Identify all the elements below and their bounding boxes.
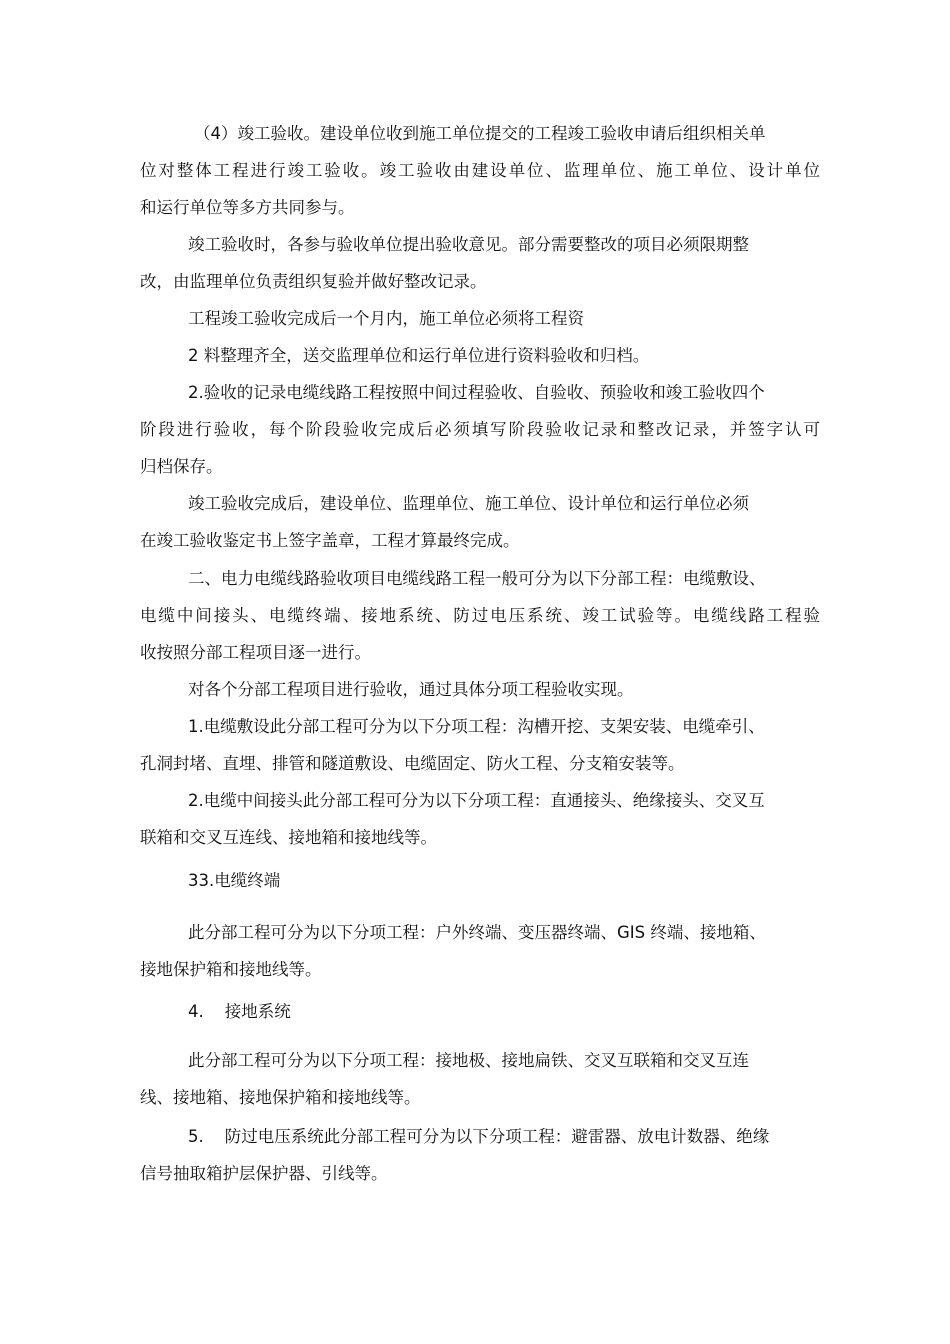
text-line: 联箱和交叉互连线、接地箱和接地线等。 bbox=[140, 828, 437, 847]
text-line: 对各个分部工程项目进行验收，通过具体分项工程验收实现。 bbox=[188, 680, 634, 699]
text-line: 2 料整理齐全，送交监理单位和运行单位进行资料验收和归档。 bbox=[188, 346, 650, 365]
text-line: 1.电缆敷设此分部工程可分为以下分项工程：沟槽开挖、支架安装、电缆牵引、 bbox=[188, 717, 765, 736]
text-line: 竣工验收时，各参与验收单位提出验收意见。部分需要整改的项目必须限期整 bbox=[188, 235, 749, 254]
text-line: 竣工验收完成后，建设单位、监理单位、施工单位、设计单位和运行单位必须 bbox=[188, 494, 749, 513]
text-line: 此分部工程可分为以下分项工程：接地极、接地扁铁、交叉互联箱和交叉互连 bbox=[188, 1051, 749, 1070]
text-line: （4）竣工验收。建设单位收到施工单位提交的工程竣工验收申请后组织相关单 bbox=[194, 124, 766, 143]
text-line: 和运行单位等多方共同参与。 bbox=[140, 198, 355, 217]
text-line: 收按照分部工程项目逐一进行。 bbox=[140, 643, 371, 662]
text-line: 信号抽取箱护层保护器、引线等。 bbox=[140, 1164, 388, 1183]
text-line: 改，由监理单位负责组织复验并做好整改记录。 bbox=[140, 272, 487, 291]
text-line: 二、电力电缆线路验收项目电缆线路工程一般可分为以下分部工程：电缆敷设、 bbox=[188, 569, 766, 588]
text-line: 孔洞封堵、直埋、排管和隧道敷设、电缆固定、防火工程、分支箱安装等。 bbox=[140, 754, 685, 773]
text-line: 归档保存。 bbox=[140, 457, 223, 476]
text-line: 此分部工程可分为以下分项工程：户外终端、变压器终端、GIS 终端、接地箱、 bbox=[188, 923, 766, 942]
text-line: 2.验收的记录电缆线路工程按照中间过程验收、自验收、预验收和竣工验收四个 bbox=[188, 383, 765, 402]
text-line: 电缆中间接头、电缆终端、接地系统、防过电压系统、竣工试验等。电缆线路工程验 bbox=[140, 606, 820, 625]
text-line: 4. 接地系统 bbox=[188, 1002, 291, 1021]
text-line: 位对整体工程进行竣工验收。竣工验收由建设单位、监理单位、施工单位、设计单位 bbox=[140, 161, 820, 180]
text-line: 33.电缆终端 bbox=[188, 871, 281, 890]
text-line: 线、接地箱、接地保护箱和接地线等。 bbox=[140, 1088, 421, 1107]
text-line: 工程竣工验收完成后一个月内，施工单位必须将工程资 bbox=[188, 309, 584, 328]
text-line: 阶段进行验收，每个阶段验收完成后必须填写阶段验收记录和整改记录，并签字认可 bbox=[140, 420, 820, 439]
text-line: 接地保护箱和接地线等。 bbox=[140, 960, 322, 979]
text-line: 在竣工验收鉴定书上签字盖章，工程才算最终完成。 bbox=[140, 531, 520, 550]
text-line: 5. 防过电压系统此分部工程可分为以下分项工程：避雷器、放电计数器、绝缘 bbox=[188, 1127, 770, 1146]
text-line: 2.电缆中间接头此分部工程可分为以下分项工程：直通接头、绝缘接头、交叉互 bbox=[188, 791, 765, 810]
